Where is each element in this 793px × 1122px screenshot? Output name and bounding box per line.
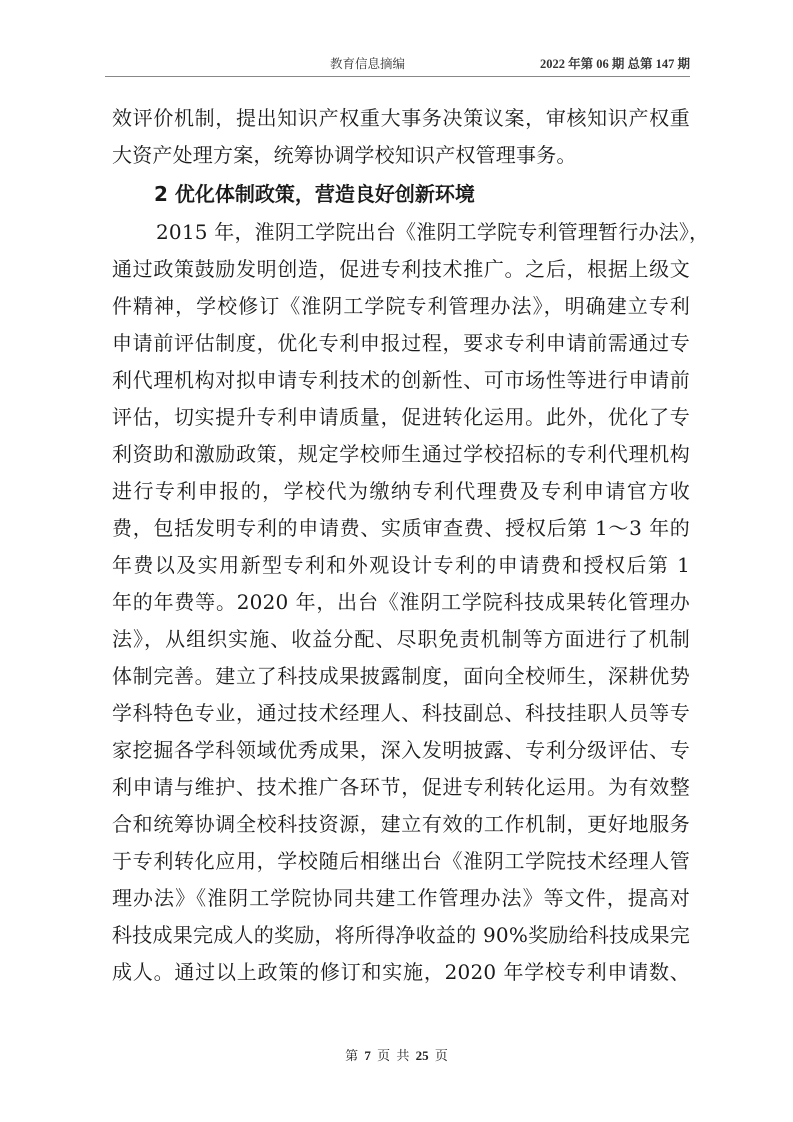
text-line: 利资助和激励政策，规定学校师生通过学校招标的专利代理机构 xyxy=(112,442,690,466)
page-header xyxy=(330,54,690,74)
text-line: 年费以及实用新型专利和外观设计专利的申请费和授权后第 1 xyxy=(112,553,690,577)
section-heading: 2 优化体制政策，营造良好创新环境 xyxy=(154,182,475,206)
text-line: 合和统筹协调全校科技资源，建立有效的工作机制，更好地服务 xyxy=(112,812,690,836)
current-page-number: 7 xyxy=(364,1048,371,1063)
text-line: 理办法》《淮阴工学院协同共建工作管理办法》等文件，提高对 xyxy=(112,886,690,910)
document-body xyxy=(112,100,710,991)
text-line: 费，包括发明专利的申请费、实质审查费、授权后第 1～3 年的 xyxy=(112,516,690,540)
text-line: 2015 年，淮阴工学院出台《淮阴工学院专利管理暂行办法》， xyxy=(156,220,710,244)
text-line: 进行专利申报的，学校代为缴纳专利代理费及专利申请官方收 xyxy=(112,479,690,503)
publication-name: 教育信息摘编 xyxy=(330,57,406,71)
text-line: 评估，切实提升专利申请质量，促进转化运用。此外，优化了专 xyxy=(112,405,690,429)
text-line: 学科特色专业，通过技术经理人、科技副总、科技挂职人员等专 xyxy=(112,701,690,725)
text-line: 大资产处理方案，统筹协调学校知识产权管理事务。 xyxy=(112,143,577,167)
total-page-count: 25 xyxy=(415,1048,429,1063)
footer-prefix: 第 xyxy=(345,1048,359,1063)
text-line: 效评价机制，提出知识产权重大事务决策议案，审核知识产权重 xyxy=(112,106,690,130)
header-divider xyxy=(105,76,690,77)
page-number-footer xyxy=(0,1045,793,1064)
text-line: 法》，从组织实施、收益分配、尽职免责机制等方面进行了机制 xyxy=(112,627,690,651)
text-line: 科技成果完成人的奖励，将所得净收益的 90%奖励给科技成果完 xyxy=(112,923,690,947)
text-line: 于专利转化应用，学校随后相继出台《淮阴工学院技术经理人管 xyxy=(112,849,690,873)
text-line: 件精神，学校修订《淮阴工学院专利管理办法》，明确建立专利 xyxy=(112,294,690,318)
footer-middle: 页 共 xyxy=(377,1048,410,1063)
text-line: 申请前评估制度，优化专利申报过程，要求专利申请前需通过专 xyxy=(112,331,690,355)
text-line: 利代理机构对拟申请专利技术的创新性、可市场性等进行申请前 xyxy=(112,368,690,392)
text-line: 成人。通过以上政策的修订和实施，2020 年学校专利申请数、 xyxy=(112,960,690,984)
text-line: 年的年费等。2020 年，出台《淮阴工学院科技成果转化管理办 xyxy=(112,590,690,614)
text-line: 体制完善。建立了科技成果披露制度，面向全校师生，深耕优势 xyxy=(112,664,690,688)
issue-info: 2022 年第 06 期 总第 147 期 xyxy=(539,57,690,71)
text-line: 利申请与维护、技术推广各环节，促进专利转化运用。为有效整 xyxy=(112,775,690,799)
text-line: 家挖掘各学科领域优秀成果，深入发明披露、专利分级评估、专 xyxy=(112,738,690,762)
footer-suffix: 页 xyxy=(434,1048,448,1063)
text-line: 通过政策鼓励发明创造，促进专利技术推广。之后，根据上级文 xyxy=(112,257,690,281)
